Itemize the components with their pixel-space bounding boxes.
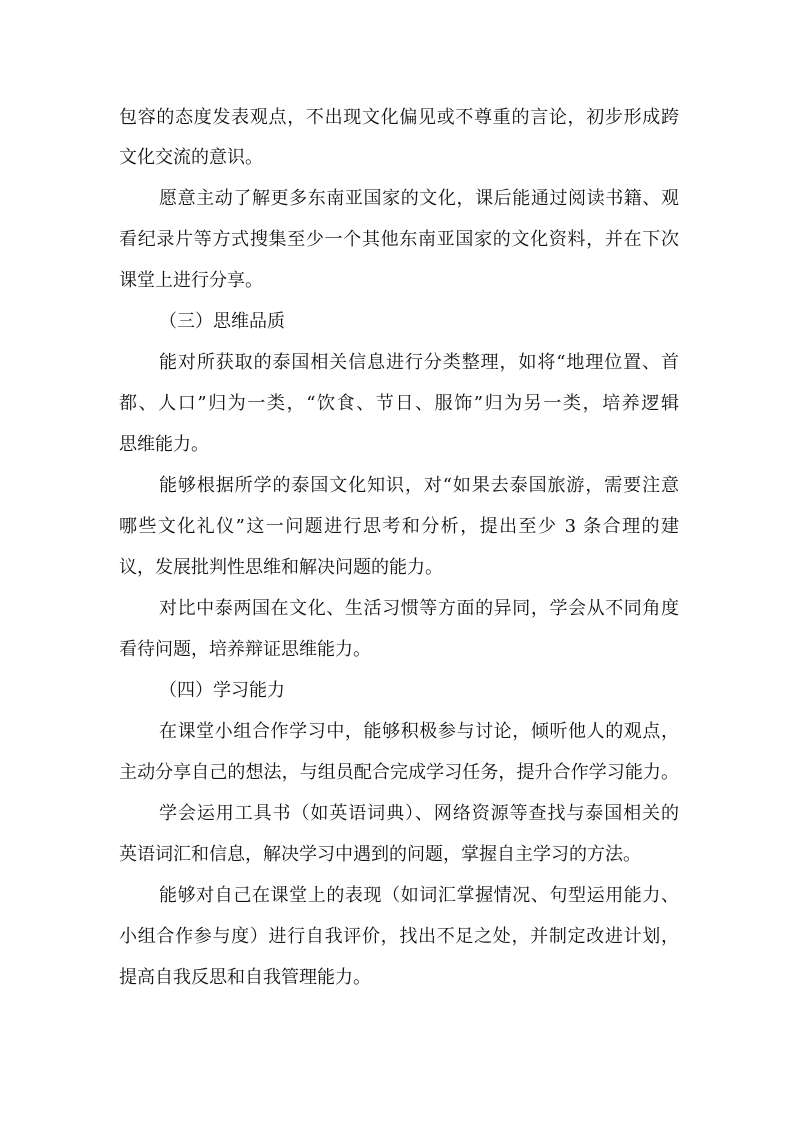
section-heading: （四）学习能力 (159, 680, 285, 701)
paragraph-line: 包容的态度发表观点，不出现文化偏见或不尊重的言论，初步形成跨 (119, 107, 679, 128)
paragraph-line: 看待问题，培养辩证思维能力。 (119, 639, 371, 660)
paragraph-line: 议，发展批判性思维和解决问题的能力。 (119, 557, 443, 578)
paragraph-line: 在课堂小组合作学习中，能够积极参与讨论，倾听他人的观点， (159, 721, 679, 742)
paragraph-line: 能够对自己在课堂上的表现（如词汇掌握情况、句型运用能力、 (159, 885, 679, 906)
paragraph-line: 文化交流的意识。 (119, 147, 263, 168)
paragraph-line: 学会运用工具书（如英语词典）、网络资源等查找与泰国相关的 (159, 803, 679, 824)
paragraph-line: 思维能力。 (119, 434, 209, 455)
paragraph-line: 能够根据所学的泰国文化知识，对“如果去泰国旅游，需要注意 (159, 475, 679, 496)
paragraph-line: 愿意主动了解更多东南亚国家的文化，课后能通过阅读书籍、观 (159, 188, 679, 209)
paragraph-line: 哪些文化礼仪”这一问题进行思考和分析，提出至少 3 条合理的建 (119, 516, 679, 537)
paragraph-line: 都、人口”归为一类，“饮食、节日、服饰”归为另一类，培养逻辑 (119, 393, 679, 414)
paragraph-line: 小组合作参与度）进行自我评价，找出不足之处，并制定改进计划， (119, 926, 679, 947)
section-heading: （三）思维品质 (159, 311, 285, 332)
paragraph-line: 英语词汇和信息，解决学习中遇到的问题，掌握自主学习的方法。 (119, 844, 641, 865)
paragraph-line: 主动分享自己的想法，与组员配合完成学习任务，提升合作学习能力。 (119, 762, 679, 783)
paragraph-line: 对比中泰两国在文化、生活习惯等方面的异同，学会从不同角度 (159, 598, 679, 619)
paragraph-line: 提高自我反思和自我管理能力。 (119, 967, 371, 988)
paragraph-line: 能对所获取的泰国相关信息进行分类整理，如将“地理位置、首 (159, 352, 679, 373)
paragraph-line: 课堂上进行分享。 (119, 270, 263, 291)
paragraph-line: 看纪录片等方式搜集至少一个其他东南亚国家的文化资料，并在下次 (119, 229, 679, 250)
